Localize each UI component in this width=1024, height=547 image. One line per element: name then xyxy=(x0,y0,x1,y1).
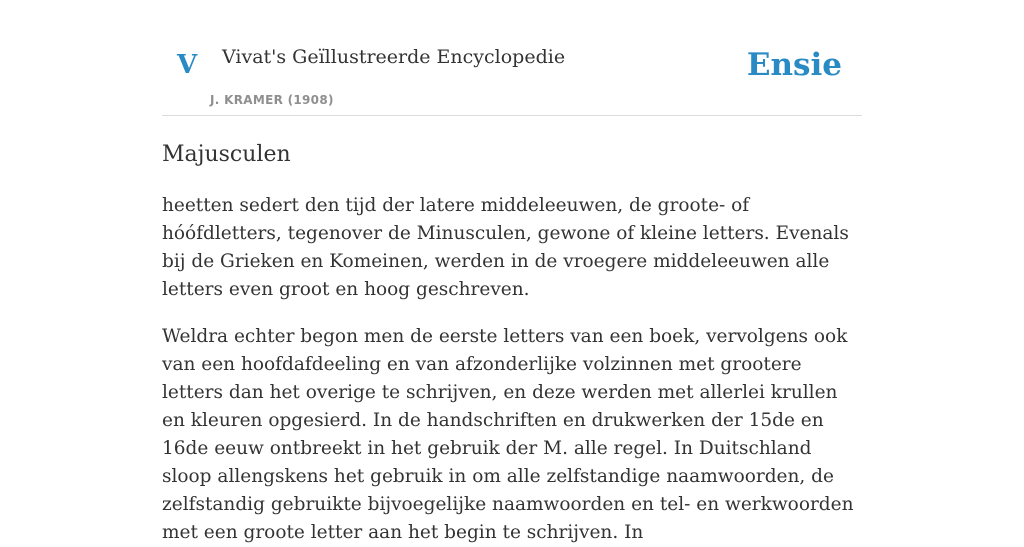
entry-paragraph: Weldra echter begon men de eerste letters van een boek, vervolgens ook van een hoofdafdeeling en van afzonderlijke volzinnen met grootere letters dan het overige te schrijven, en deze werden met allerlei krullen en kleuren opgesierd. In de handschriften en drukwerken der 15de en 16de eeuw ontbreekt in het gebruik der M. alle regel. In Duitschland sloop allengskens het gebruik in om alle zelfstandige naamwoorden, de zelfstandig gebruikte bijvoegelijke naamwoorden en tel- en werkwoorden met een groote letter aan het begin te schrijven. In xyxy=(162,326,854,543)
ensie-logo-link[interactable]: Ensie xyxy=(746,47,842,83)
page xyxy=(162,0,862,547)
book-author: J. KRAMER (1908) xyxy=(210,93,334,107)
entry-paragraph: heetten sedert den tijd der latere middeleeuwen, de groote- of hóófdletters, tegenover de Minusculen, gewone of kleine letters. Evenals bij de Grieken en Komeinen, werden in de vroegere middeleeuwen alle letters even groot en hoog geschreven. xyxy=(162,195,849,300)
entry-body xyxy=(162,192,862,547)
book-logo[interactable]: V xyxy=(177,50,198,80)
book-title[interactable]: Vivat's Geïllustreerde Encyclopedie xyxy=(222,46,566,68)
source-header xyxy=(162,0,862,116)
entry-title: Majusculen xyxy=(162,142,291,167)
